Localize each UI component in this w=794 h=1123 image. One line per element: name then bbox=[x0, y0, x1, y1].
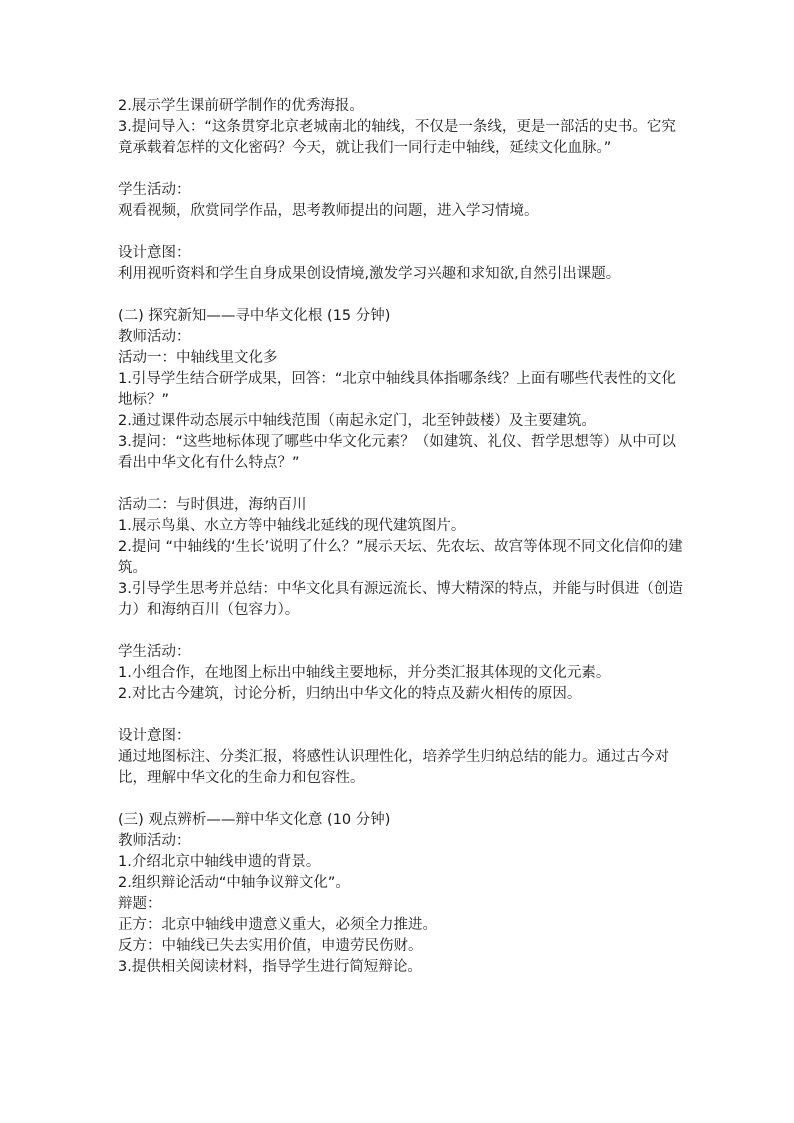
paragraph-gap bbox=[118, 621, 683, 642]
section2-student-step-1: 1.小组合作，在地图上标出中轴线主要地标，并分类汇报其体现的文化元素。 bbox=[118, 665, 611, 681]
section2-title: (二) 探究新知——寻中华文化根 (15 分钟) bbox=[118, 308, 391, 324]
paragraph-gap bbox=[118, 222, 683, 243]
paragraph-gap bbox=[118, 705, 683, 726]
section3-step-2: 2.组织辩论活动“中轴争议辩文化”。 bbox=[118, 875, 350, 891]
section3-step-3: 3.提供相关阅读材料，指导学生进行简短辩论。 bbox=[118, 959, 422, 975]
section2-design-text: 通过地图标注、分类汇报，将感性认识理性化，培养学生归纳总结的能力。通过古今对比，理解中华文化的生命力和包容性。 bbox=[118, 749, 669, 786]
intro-design-text: 利用视听资料和学生自身成果创设情境,激发学习兴趣和求知欲,自然引出课题。 bbox=[118, 266, 621, 282]
section2-teacher-heading: 教师活动： bbox=[118, 329, 191, 345]
intro-student-text: 观看视频，欣赏同学作品，思考教师提出的问题，进入学习情境。 bbox=[118, 203, 539, 219]
activity1-step-2: 2.通过课件动态展示中轴线范围（南起永定门，北至钟鼓楼）及主要建筑。 bbox=[118, 413, 596, 429]
activity1-title: 活动一：中轴线里文化多 bbox=[118, 350, 278, 366]
paragraph-gap bbox=[118, 789, 683, 810]
section2-student-step-2: 2.对比古今建筑，讨论分析，归纳出中华文化的特点及薪火相传的原因。 bbox=[118, 686, 582, 702]
section2-design-heading: 设计意图： bbox=[118, 728, 191, 744]
activity2-step-3: 3.引导学生思考并总结：中华文化具有源远流长、博大精深的特点，并能与时俱进（创造力）和海纳百川（包容力）。 bbox=[118, 581, 683, 618]
activity1-step-3: 3.提问：“这些地标体现了哪些中华文化元素？（如建筑、礼仪、哲学思想等）从中可以看出中华文化有什么特点？” bbox=[118, 434, 676, 471]
section3-title: (三) 观点辨析——辩中华文化意 (10 分钟) bbox=[118, 812, 391, 828]
activity2-step-1: 1.展示鸟巢、水立方等中轴线北延线的现代建筑图片。 bbox=[118, 518, 466, 534]
paragraph-gap bbox=[118, 159, 683, 180]
debate-con: 反方：中轴线已失去实用价值，申遗劳民伤财。 bbox=[118, 938, 423, 954]
section3-step-1: 1.介绍北京中轴线申遗的背景。 bbox=[118, 854, 321, 870]
debate-heading: 辩题： bbox=[118, 896, 162, 912]
debate-pro: 正方：北京中轴线申遗意义重大，必须全力推进。 bbox=[118, 917, 437, 933]
paragraph-gap bbox=[118, 474, 683, 495]
intro-step-3: 3.提问导入：“这条贯穿北京老城南北的轴线，不仅是一条线，更是一部活的史书。它究竟承载着怎样的文化密码？今天，就让我们一同行走中轴线，延续文化血脉。” bbox=[118, 119, 676, 156]
document-page bbox=[118, 96, 683, 978]
section2-student-heading: 学生活动： bbox=[118, 644, 191, 660]
section3-teacher-heading: 教师活动： bbox=[118, 833, 191, 849]
intro-step-2: 2.展示学生课前研学制作的优秀海报。 bbox=[118, 98, 364, 114]
activity2-title: 活动二：与时俱进，海纳百川 bbox=[118, 497, 307, 513]
activity1-step-1: 1.引导学生结合研学成果，回答：“北京中轴线具体指哪条线？上面有哪些代表性的文化地标？” bbox=[118, 371, 676, 408]
activity2-step-2: 2.提问 “中轴线的‘生长’说明了什么？”展示天坛、先农坛、故宫等体现不同文化信仰的建筑。 bbox=[118, 539, 683, 576]
intro-student-heading: 学生活动： bbox=[118, 182, 191, 198]
paragraph-gap bbox=[118, 285, 683, 306]
intro-design-heading: 设计意图： bbox=[118, 245, 191, 261]
